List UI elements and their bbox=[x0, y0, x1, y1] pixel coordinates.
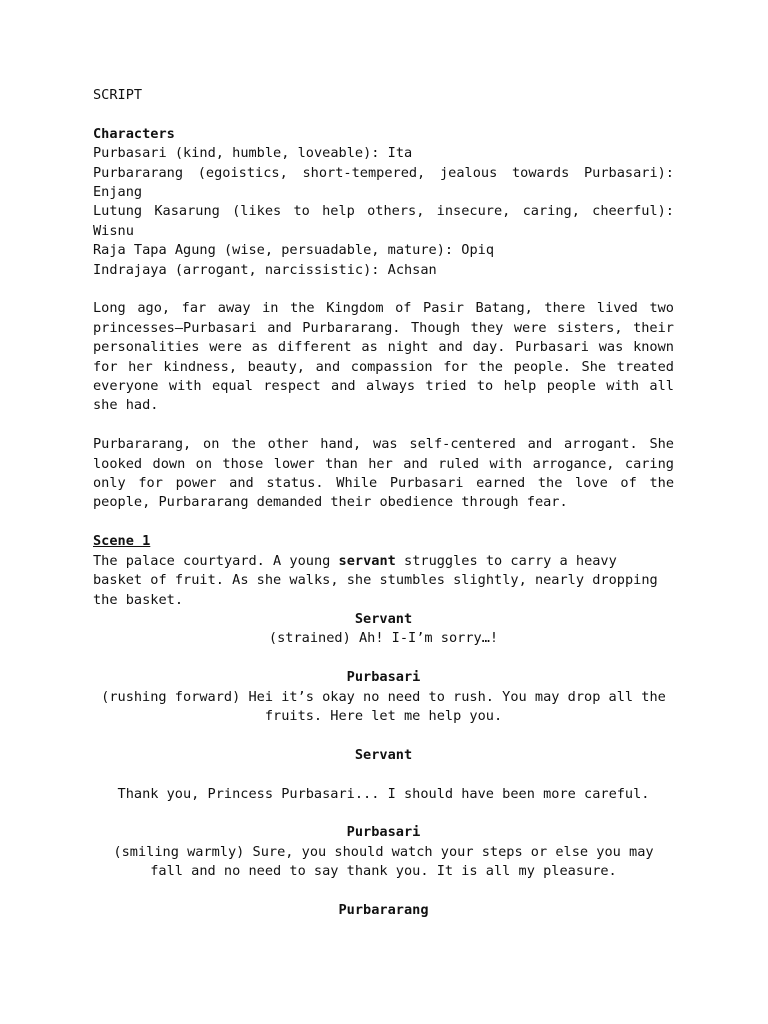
document-page bbox=[93, 86, 674, 920]
dialogue-line: (strained) Ah! I-I’m sorry…! bbox=[268, 630, 499, 647]
dialogue-line: Thank you, Princess Purbasari... I should have been more careful. bbox=[117, 785, 650, 802]
scene-heading: Scene 1 bbox=[93, 533, 151, 550]
scene-direction bbox=[93, 552, 674, 610]
dialogue-speaker: Servant bbox=[354, 746, 413, 763]
intro-paragraph: Purbararang, on the other hand, was self-centered and arrogant. She looked down on those lower than her and ruled with arrogance, caring only for power and status. While Purbasari earned the love of the people, Purbararang demanded their obedience through fear. bbox=[93, 436, 674, 511]
document-title: SCRIPT bbox=[93, 87, 143, 103]
scene-direction-text: The palace courtyard. A young bbox=[93, 552, 339, 569]
dialogue-speaker: Servant bbox=[354, 610, 413, 627]
dialogue-line: (smiling warmly) Sure, you should watch your steps or else you may fall and no need to say thank you. It is all my pleasure. bbox=[113, 843, 654, 880]
scene-direction-text: struggles to carry a heavy basket of fruit. As she walks, she stumbles slightly, nearly dropping the basket. bbox=[93, 552, 658, 608]
character-entry: Raja Tapa Agung (wise, persuadable, mature): Opiq bbox=[93, 242, 495, 259]
dialogue-speaker: Purbararang bbox=[338, 901, 429, 918]
intro-paragraph: Long ago, far away in the Kingdom of Pasir Batang, there lived two princesses—Purbasari and Purbararang. Though they were sisters, their personalities were as different as night and day. Purbasari was known for her kindness, beauty, and compassion for the people. She treated everyone with equal respect and always tried to help people with all she had. bbox=[93, 300, 674, 414]
dialogue-speaker: Purbasari bbox=[346, 824, 421, 841]
character-entry: Lutung Kasarung (likes to help others, insecure, caring, cheerful): Wisnu bbox=[93, 203, 674, 239]
dialogue-speaker: Purbasari bbox=[346, 669, 421, 686]
characters-heading: Characters bbox=[93, 125, 175, 142]
scene-direction-bold: servant bbox=[338, 552, 396, 569]
character-entry: Purbararang (egoistics, short-tempered, jealous towards Purbasari): Enjang bbox=[93, 164, 674, 201]
character-entry: Purbasari (kind, humble, loveable): Ita bbox=[93, 145, 413, 162]
character-entry: Indrajaya (arrogant, narcissistic): Achsan bbox=[93, 261, 437, 278]
dialogue-line: (rushing forward) Hei it’s okay no need to rush. You may drop all the fruits. Here let me help you. bbox=[101, 688, 666, 724]
